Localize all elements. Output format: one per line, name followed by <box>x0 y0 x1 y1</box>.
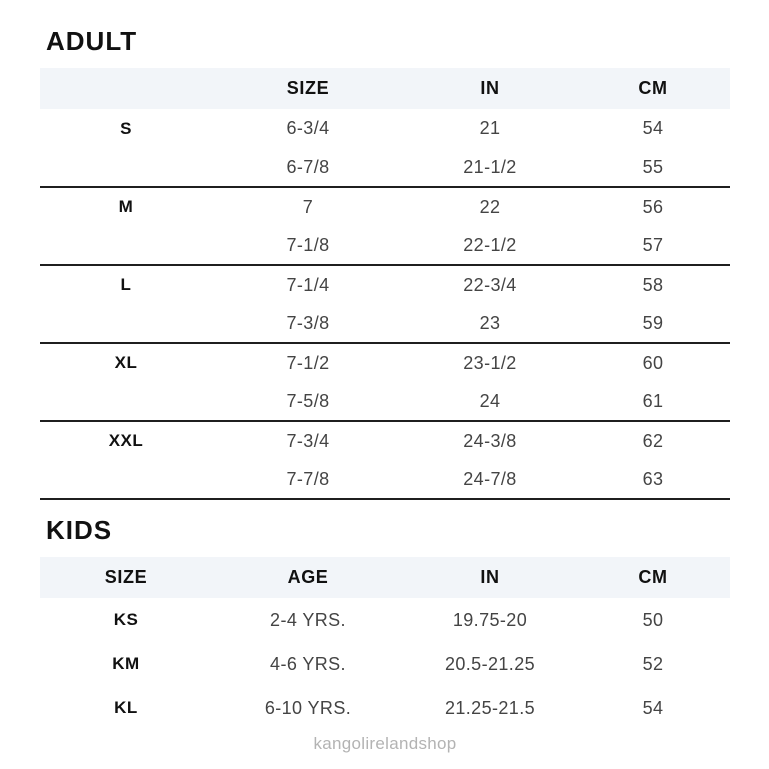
cm-cell: 52 <box>642 653 664 674</box>
group-label-empty <box>40 226 212 265</box>
in-cell: 21 <box>479 118 501 138</box>
in-cell: 24 <box>404 382 576 421</box>
kids-size-table <box>40 557 730 730</box>
adult-col-header-size: SIZE <box>212 68 404 109</box>
cm-cell: 61 <box>576 382 730 421</box>
adult-col-header-cm: CM <box>576 68 730 109</box>
size-cell: 7-3/8 <box>212 304 404 343</box>
cm-cell: 54 <box>642 697 664 718</box>
table-row <box>40 642 730 686</box>
size-cell: 6-3/4 <box>286 118 330 138</box>
kids-size-label: KM <box>112 654 140 673</box>
table-row <box>40 343 730 382</box>
in-cell: 24-3/8 <box>463 430 517 451</box>
watermark-text: kangolirelandshop <box>313 734 457 753</box>
cm-cell: 59 <box>576 304 730 343</box>
adult-size-table <box>40 68 730 500</box>
size-cell: 7-7/8 <box>212 460 404 499</box>
table-row <box>40 265 730 304</box>
kids-col-header-size: SIZE <box>40 557 212 598</box>
group-label-empty <box>40 382 212 421</box>
cm-cell: 57 <box>576 226 730 265</box>
size-cell: 7 <box>302 196 314 217</box>
kids-size-label: KL <box>114 698 138 717</box>
table-row <box>40 226 730 265</box>
in-cell: 20.5-21.25 <box>444 653 536 674</box>
in-cell: 22-3/4 <box>463 274 517 295</box>
cm-cell: 55 <box>576 148 730 187</box>
group-label-empty <box>40 460 212 499</box>
in-cell: 24-7/8 <box>404 460 576 499</box>
size-cell: 6-7/8 <box>212 148 404 187</box>
group-label-xxl: XXL <box>108 431 144 450</box>
cm-cell: 54 <box>642 118 664 138</box>
age-cell: 4-6 YRS. <box>270 653 346 674</box>
kids-col-header-cm: CM <box>576 557 730 598</box>
kids-header-row <box>40 557 730 598</box>
adult-section-title: ADULT <box>46 26 138 56</box>
table-row <box>40 421 730 460</box>
group-label-m: M <box>118 197 134 216</box>
cm-cell: 60 <box>642 352 664 373</box>
table-row <box>40 148 730 187</box>
age-cell: 2-4 YRS. <box>270 609 346 630</box>
cm-cell: 58 <box>642 274 664 295</box>
in-cell: 21.25-21.5 <box>444 697 536 718</box>
group-label-l: L <box>120 275 132 294</box>
in-cell: 23 <box>404 304 576 343</box>
group-label-s: S <box>120 118 132 138</box>
adult-col-header-in: IN <box>404 68 576 109</box>
cm-cell: 50 <box>642 609 664 630</box>
in-cell: 23-1/2 <box>463 352 517 373</box>
kids-col-header-age: AGE <box>212 557 404 598</box>
size-cell: 7-3/4 <box>286 430 330 451</box>
group-label-empty <box>40 304 212 343</box>
kids-section-title: KIDS <box>46 515 113 545</box>
size-cell: 7-1/8 <box>212 226 404 265</box>
table-row <box>40 686 730 730</box>
in-cell: 22-1/2 <box>404 226 576 265</box>
in-cell: 19.75-20 <box>452 609 528 630</box>
adult-col-header-blank <box>40 68 212 109</box>
group-label-xl: XL <box>114 353 138 372</box>
cm-cell: 63 <box>576 460 730 499</box>
cm-cell: 62 <box>642 430 664 451</box>
table-row <box>40 598 730 642</box>
in-cell: 21-1/2 <box>404 148 576 187</box>
age-cell: 6-10 YRS. <box>264 697 352 718</box>
size-cell: 7-1/4 <box>286 274 330 295</box>
table-row <box>40 187 730 226</box>
table-row <box>40 460 730 499</box>
group-label-empty <box>40 148 212 187</box>
size-cell: 7-5/8 <box>212 382 404 421</box>
in-cell: 22 <box>479 196 501 217</box>
kids-size-label: KS <box>113 610 139 629</box>
size-cell: 7-1/2 <box>286 352 330 373</box>
table-row <box>40 109 730 148</box>
adult-header-row <box>40 68 730 109</box>
cm-cell: 56 <box>642 196 664 217</box>
table-row <box>40 382 730 421</box>
table-row <box>40 304 730 343</box>
kids-col-header-in: IN <box>404 557 576 598</box>
